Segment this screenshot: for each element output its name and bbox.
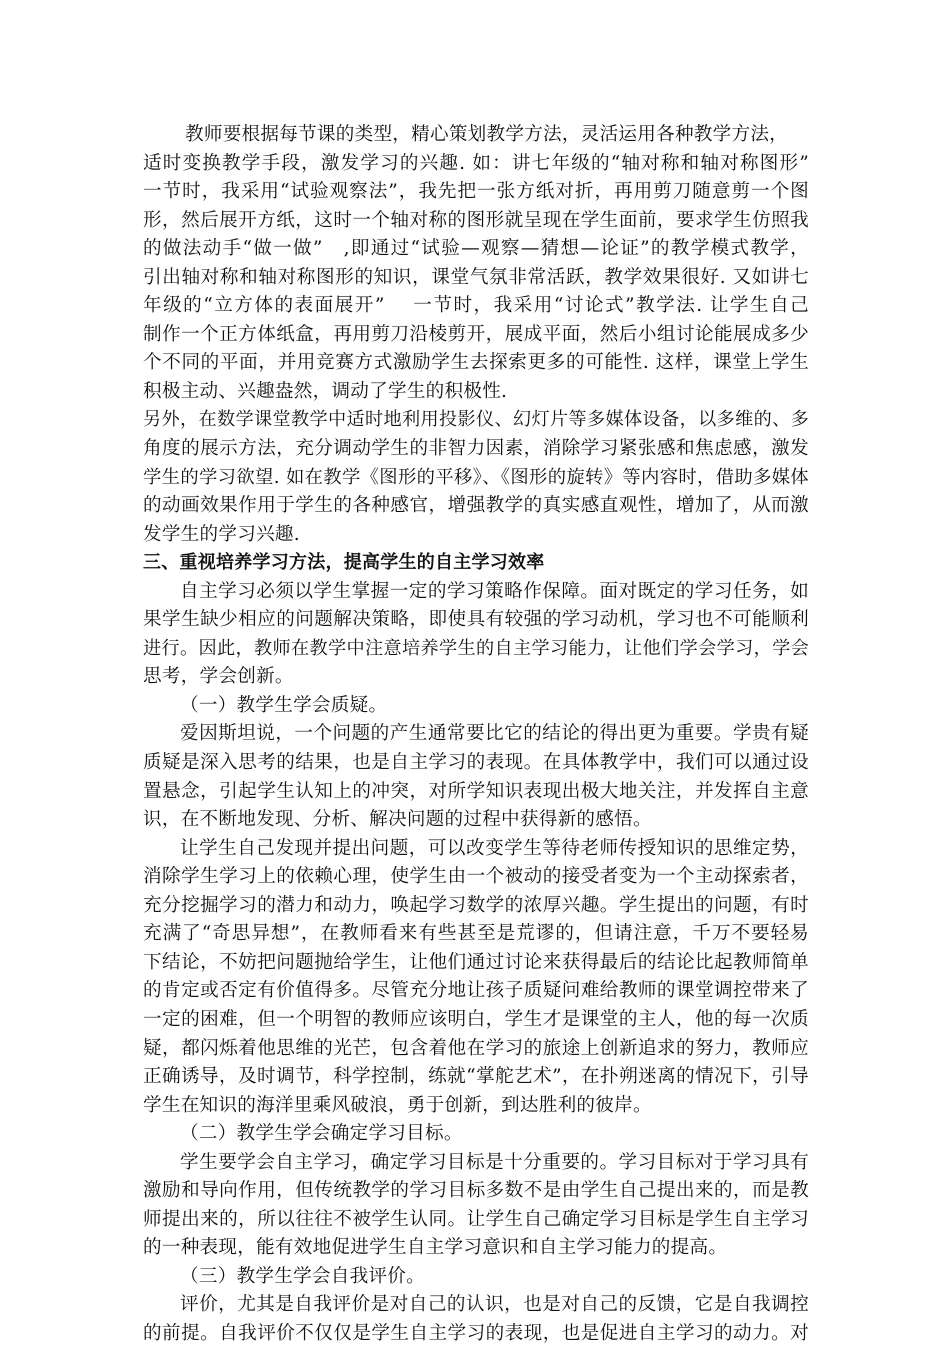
paragraph-line: 识，在不断地发现、分析、解决问题的过程中获得新的感悟。 — [143, 809, 652, 831]
paragraph-line: 积极主动、兴趣盎然，调动了学生的积极性. — [143, 380, 508, 402]
paragraph-line: 充分挖掘学习的潜力和动力，唤起学习数学的浓厚兴趣。学生提出的问题，有时 — [143, 894, 809, 916]
paragraph-line: 消除学生学习上的依赖心理，使学生由一个被动的接受者变为一个主动探索者， — [143, 866, 809, 888]
paragraph-line: 发学生的学习兴趣. — [143, 523, 300, 545]
paragraph-line: 教师要根据每节课的类型，精心策划教学方法，灵活运用各种教学方法， — [185, 124, 789, 145]
paragraph-line: 学生要学会自主学习，确定学习目标是十分重要的。学习目标对于学习具有 — [180, 1151, 809, 1173]
paragraph-line: 学生的学习欲望. 如在教学《图形的平移》、《图形的旋转》等内容时，借助多媒体 — [143, 466, 809, 488]
paragraph-line: 个不同的平面，并用竞赛方式激励学生去探索更多的可能性. 这样，课堂上学生 — [143, 352, 809, 374]
paragraph-line: 疑，都闪烁着他思维的光芒，包含着他在学习的旅途上创新追求的努力，教师应 — [143, 1037, 809, 1059]
paragraph-line: 让学生自己发现并提出问题，可以改变学生等待老师传授知识的思维定势， — [180, 837, 809, 859]
paragraph-line: 一定的困难，但一个明智的教师应该明白，学生才是课堂的主人，他的每一次质 — [143, 1008, 809, 1030]
document-page — [143, 121, 809, 1349]
paragraph-line: 激励和导向作用，但传统教学的学习目标多数不是由学生自己提出来的，而是教 — [143, 1180, 809, 1202]
paragraph-line: 适时变换教学手段，激发学习的兴趣. 如：讲七年级的“轴对称和轴对称图形” — [143, 152, 809, 174]
paragraph-line: 的动画效果作用于学生的各种感官，增强教学的真实感直观性，增加了，从而激 — [143, 495, 809, 517]
paragraph-line: 充满了“奇思异想”，在教师看来有些甚至是荒谬的，但请注意，千万不要轻易 — [143, 923, 809, 945]
paragraph-line: 的做法动手“做一做” ,即通过“试验—观察—猜想—论证”的教学模式教学， — [143, 238, 809, 260]
paragraph-line: 评价，尤其是自我评价是对自己的认识，也是对自己的反馈，它是自我调控 — [180, 1294, 809, 1316]
paragraph-line: 思考，学会创新。 — [143, 666, 294, 688]
paragraph-line: 果学生缺少相应的问题解决策略，即使具有较强的学习动机，学习也不可能顺利 — [143, 609, 809, 631]
paragraph-line: 爱因斯坦说，一个问题的产生通常要比它的结论的得出更为重要。学贵有疑 — [180, 723, 809, 745]
paragraph-line: 下结论，不妨把问题抛给学生，让他们通过讨论来获得最后的结论比起教师简单 — [143, 951, 809, 973]
section-heading: 三、重视培养学习方法，提高学生的自主学习效率 — [143, 552, 545, 574]
subsection-heading: （三）教学生学会自我评价。 — [180, 1265, 425, 1287]
paragraph-line: 引出轴对称和轴对称图形的知识，课堂气氛非常活跃，教学效果很好. 又如讲七 — [143, 266, 809, 288]
paragraph-line: 一节时，我采用“试验观察法”，我先把一张方纸对折，再用剪刀随意剪一个图 — [143, 181, 809, 203]
paragraph-line: 的前提。自我评价不仅仅是学生自主学习的表现，也是促进自主学习的动力。对 — [143, 1322, 809, 1344]
paragraph-line: 年级的“立方体的表面展开” 一节时，我采用“讨论式”教学法. 让学生自己 — [143, 295, 809, 317]
paragraph-line: 进行。因此，教师在教学中注意培养学生的自主学习能力，让他们学会学习，学会 — [143, 637, 809, 659]
paragraph-line: 形，然后展开方纸，这时一个轴对称的图形就呈现在学生面前，要求学生仿照我 — [143, 209, 809, 231]
paragraph-line: 正确诱导，及时调节，科学控制，练就“掌舵艺术”，在扑朔迷离的情况下，引导 — [143, 1066, 809, 1088]
paragraph-line: 另外，在数学课堂教学中适时地利用投影仪、幻灯片等多媒体设备，以多维的、多 — [143, 409, 809, 431]
paragraph-line: 制作一个正方体纸盒，再用剪刀沿棱剪开，展成平面，然后小组讨论能展成多少 — [143, 323, 809, 345]
paragraph-line: 质疑是深入思考的结果，也是自主学习的表现。在具体教学中，我们可以通过设 — [143, 752, 809, 774]
paragraph-line: 师提出来的，所以往往不被学生认同。让学生自己确定学习目标是学生自主学习 — [143, 1208, 809, 1230]
paragraph-line: 置悬念，引起学生认知上的冲突，对所学知识表现出极大地关注，并发挥自主意 — [143, 780, 809, 802]
paragraph-line: 学生在知识的海洋里乘风破浪，勇于创新，到达胜利的彼岸。 — [143, 1094, 652, 1116]
subsection-heading: （一）教学生学会质疑。 — [180, 694, 388, 716]
paragraph-line: 的肯定或否定有价值得多。尽管充分地让孩子质疑问难给教师的课堂调控带来了 — [143, 980, 809, 1002]
paragraph-line: 角度的展示方法，充分调动学生的非智力因素，消除学习紧张感和焦虑感，激发 — [143, 438, 809, 460]
paragraph-line: 的一种表现，能有效地促进学生自主学习意识和自主学习能力的提高。 — [143, 1237, 728, 1259]
paragraph-line: 自主学习必须以学生掌握一定的学习策略作保障。面对既定的学习任务，如 — [180, 580, 809, 602]
subsection-heading: （二）教学生学会确定学习目标。 — [180, 1123, 463, 1145]
